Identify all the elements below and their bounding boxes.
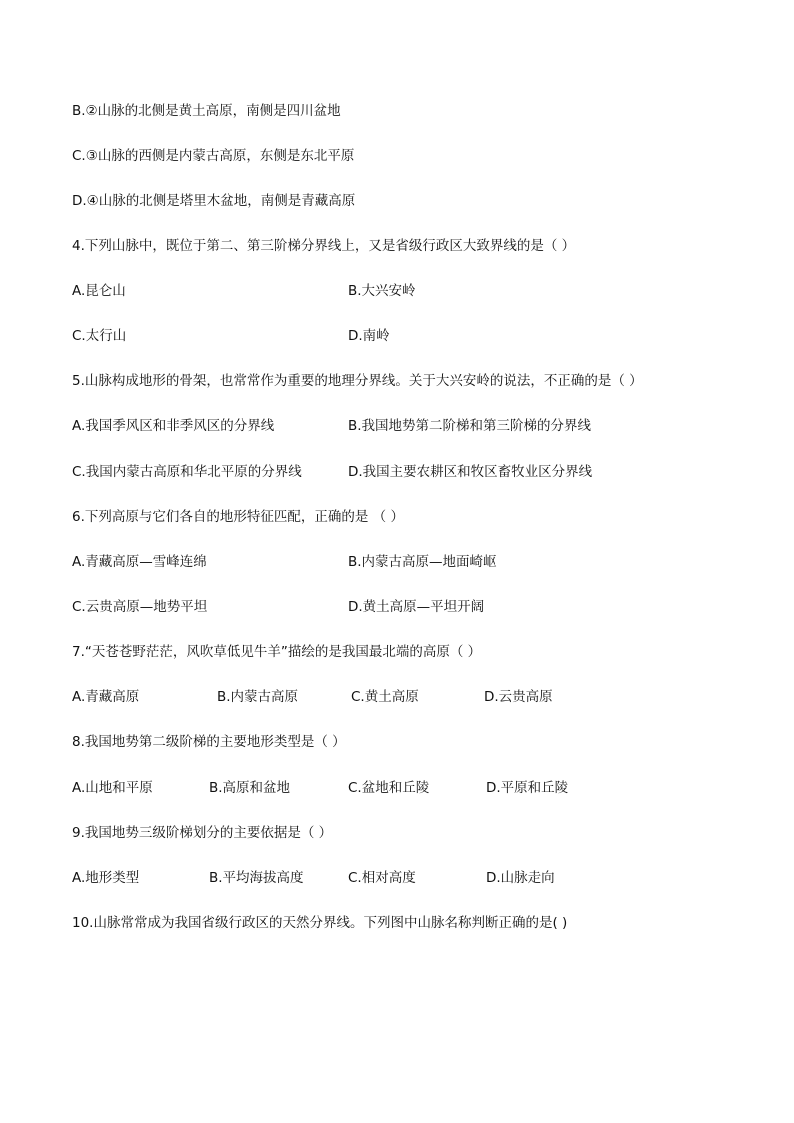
q6-option-c: C.云贵高原—地势平坦 (72, 599, 208, 615)
q7-option-d: D.云贵高原 (484, 689, 553, 705)
q8-stem: 8.我国地势第二级阶梯的主要地形类型是（ ） (72, 734, 346, 750)
q4-option-a: A.昆仑山 (72, 283, 126, 299)
q5-option-c: C.我国内蒙古高原和华北平原的分界线 (72, 464, 302, 480)
q6-option-b: B.内蒙古高原—地面崎岖 (348, 554, 497, 570)
q6-option-a: A.青藏高原—雪峰连绵 (72, 554, 207, 570)
q4-option-b: B.大兴安岭 (348, 283, 416, 299)
q9-option-a: A.地形类型 (72, 870, 140, 886)
q10-stem: 10.山脉常常成为我国省级行政区的天然分界线。下列图中山脉名称判断正确的是( ) (72, 915, 568, 931)
q5-option-b: B.我国地势第二阶梯和第三阶梯的分界线 (348, 418, 592, 434)
q4-stem: 4.下列山脉中，既位于第二、第三阶梯分界线上，又是省级行政区大致界线的是（ ） (72, 238, 576, 254)
q6-stem: 6.下列高原与它们各自的地形特征匹配，正确的是 （ ） (72, 509, 404, 525)
q8-option-b: B.高原和盆地 (209, 780, 291, 796)
q8-option-c: C.盆地和丘陵 (348, 780, 430, 796)
q9-option-d: D.山脉走向 (486, 870, 555, 886)
q9-option-c: C.相对高度 (348, 870, 416, 886)
q4-option-c: C.太行山 (72, 328, 127, 344)
q9-option-b: B.平均海拔高度 (209, 870, 304, 886)
q7-stem: 7.“天苍苍野茫茫，风吹草低见牛羊”描绘的是我国最北端的高原（ ） (72, 644, 482, 660)
q7-option-c: C.黄土高原 (351, 689, 419, 705)
q3-option-b: B.②山脉的北侧是黄土高原，南侧是四川盆地 (72, 103, 341, 119)
q3-option-c: C.③山脉的西侧是内蒙古高原，东侧是东北平原 (72, 148, 355, 164)
q5-stem: 5.山脉构成地形的骨架，也常常作为重要的地理分界线。关于大兴安岭的说法，不正确的是（ ） (72, 373, 643, 389)
q9-stem: 9.我国地势三级阶梯划分的主要依据是（ ） (72, 825, 333, 841)
q7-option-a: A.青藏高原 (72, 689, 140, 705)
q8-option-d: D.平原和丘陵 (486, 780, 569, 796)
q7-option-b: B.内蒙古高原 (217, 689, 299, 705)
q5-option-d: D.我国主要农耕区和牧区畜牧业区分界线 (348, 464, 593, 480)
q3-option-d: D.④山脉的北侧是塔里木盆地，南侧是青藏高原 (72, 193, 356, 209)
q6-option-d: D.黄土高原—平坦开阔 (348, 599, 485, 615)
q4-option-d: D.南岭 (348, 328, 390, 344)
q8-option-a: A.山地和平原 (72, 780, 153, 796)
q5-option-a: A.我国季风区和非季风区的分界线 (72, 418, 275, 434)
